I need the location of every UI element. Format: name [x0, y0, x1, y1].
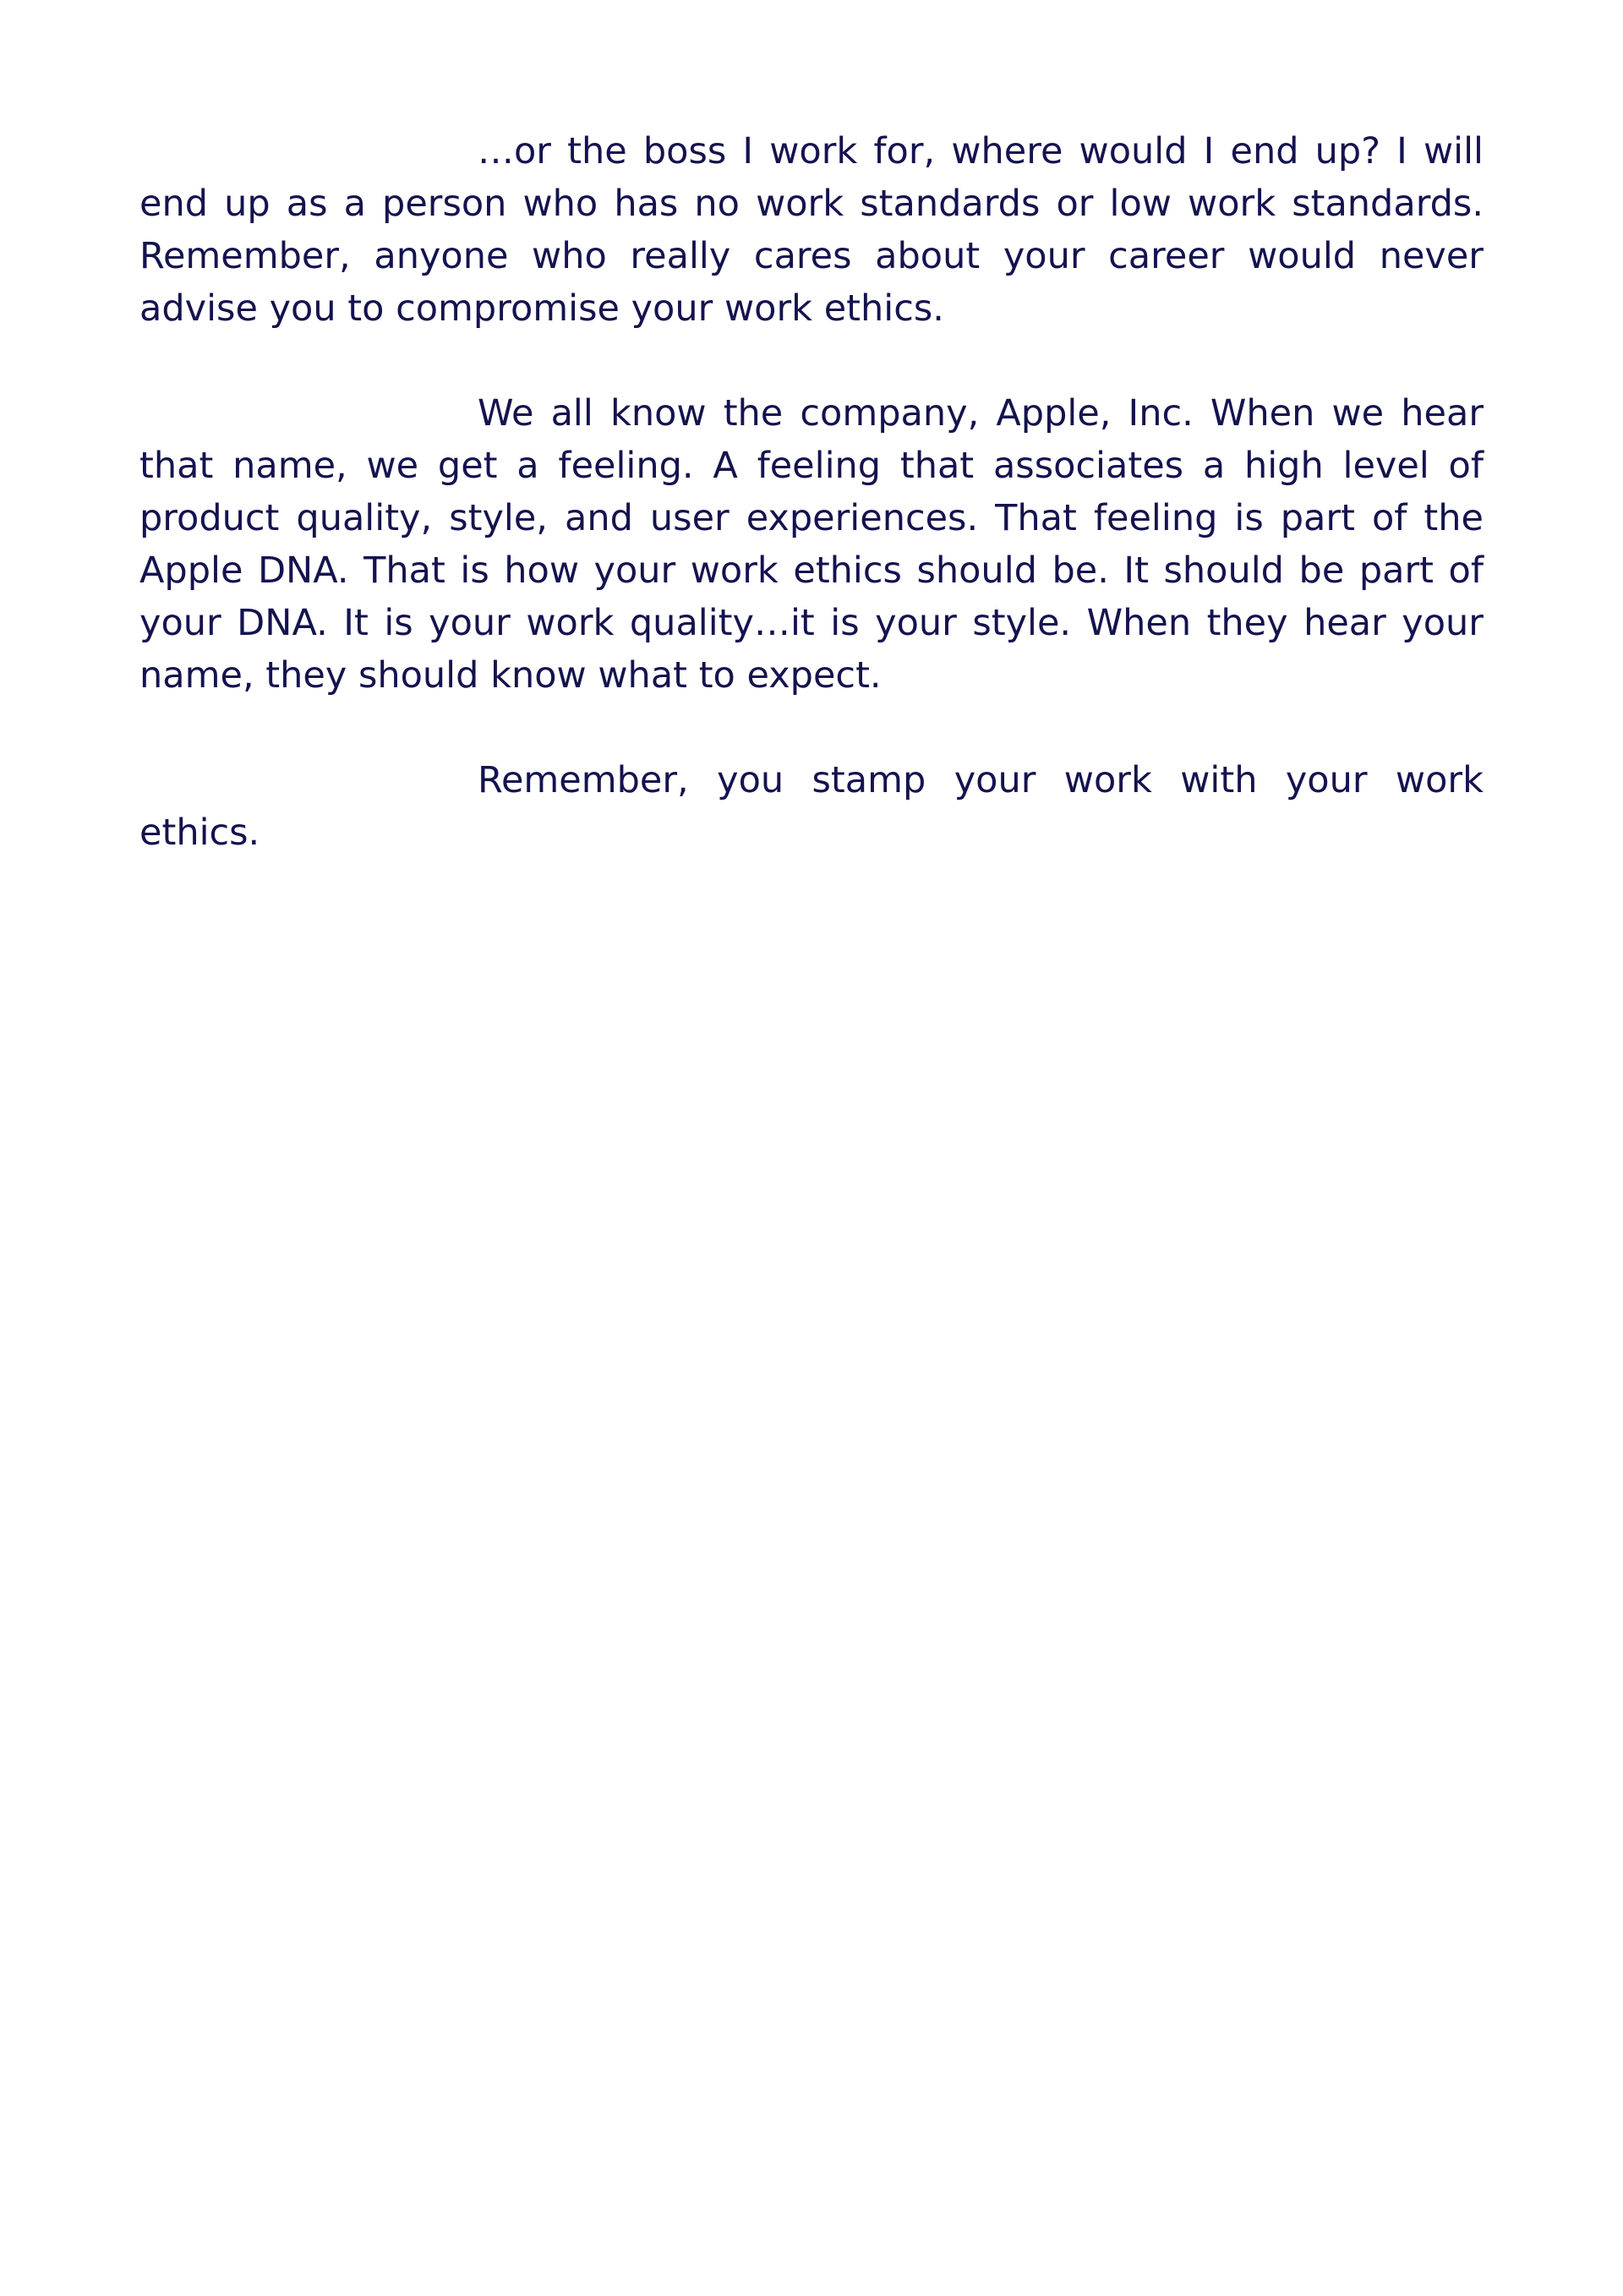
- paragraph-2: We all know the company, Apple, Inc. When we hear that name, we get a feeling. A feeling that associates a high level of product quality, style, and user experiences. That feeling is part of the Apple DNA. That is how your work ethics should be. It should be part of your DNA. It is your work quality…it is your style. When they hear your name, they should know what to expect.: [139, 392, 1484, 697]
- body-text: [139, 125, 1484, 911]
- paragraph-1: …or the boss I work for, where would I end up? I will end up as a person who has no work standards or low work standards. Remember, anyone who really cares about your career would never advise you to compromise your work ethics.: [139, 130, 1484, 330]
- paragraph-3: Remember, you stamp your work with your work ethics.: [139, 759, 1484, 854]
